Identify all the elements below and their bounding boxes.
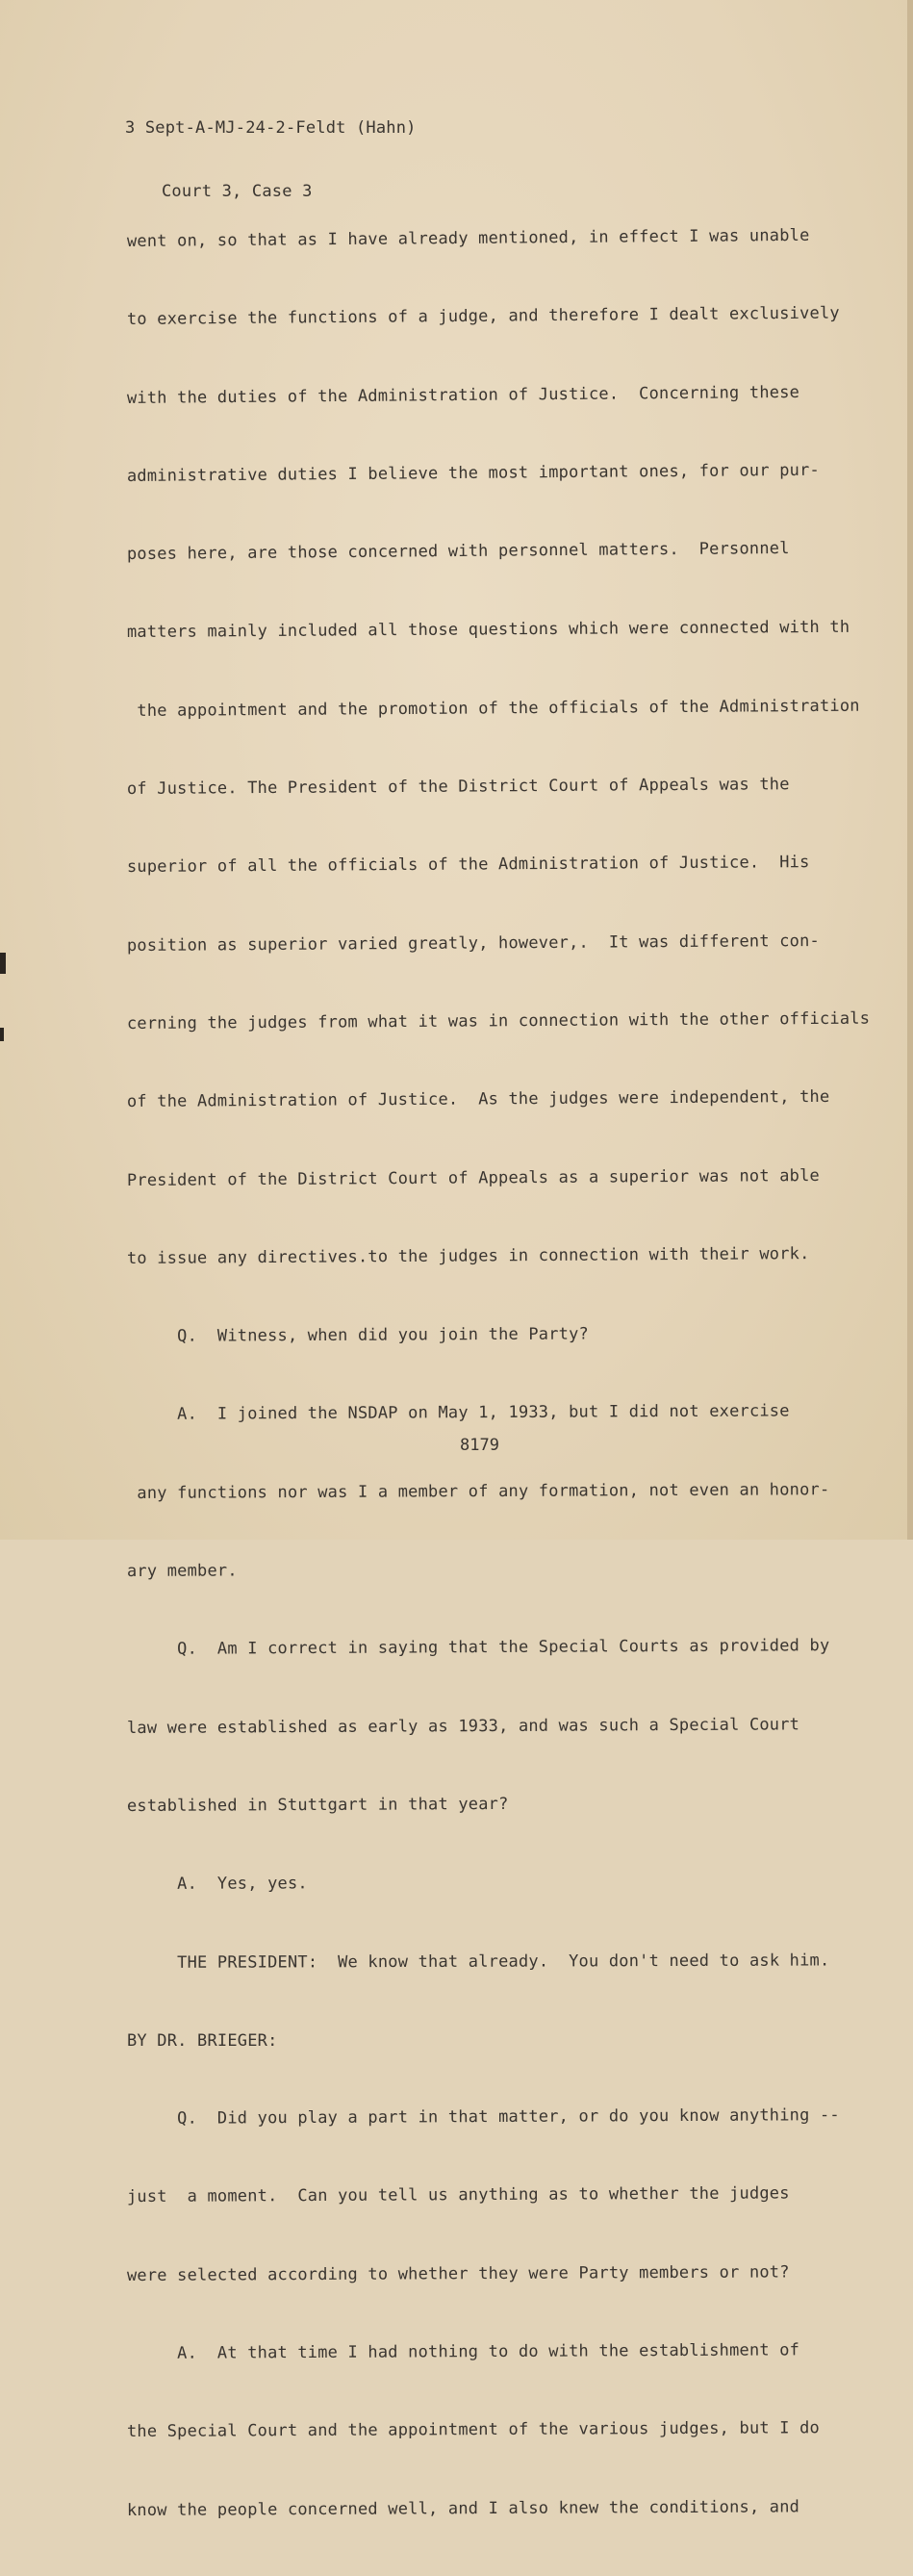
transcript-line: THE PRESIDENT: We know that already. You don't need to ask him.: [126, 1950, 830, 1973]
transcript-line: A. At that time I had nothing to do with the establishment of: [126, 2340, 800, 2364]
header-case-reference: 3 Sept-A-MJ-24-2-Feldt (Hahn): [125, 118, 417, 138]
transcript-line: A. Yes, yes.: [126, 1874, 308, 1895]
transcript-line: the appointment and the promotion of the officials of the Administration: [126, 696, 860, 721]
transcript-line: established in Stuttgart in that year?: [126, 1794, 509, 1816]
transcript-line: to issue any directives.to the judges in connection with their work.: [126, 1243, 810, 1268]
page-number: 8179: [460, 1436, 499, 1455]
transcript-line: ary member.: [126, 1561, 238, 1582]
transcript-line: to exercise the functions of a judge, and therefore I dealt exclusively: [126, 303, 840, 330]
transcript-line: Q. Witness, when did you join the Party?: [126, 1324, 590, 1347]
transcript-line: administrative duties I believe the most important ones, for our pur-: [126, 460, 821, 486]
transcript-line: were selected according to whether they were Party members or not?: [126, 2262, 790, 2285]
transcript-line: went on, so that as I have already mentioned, in effect I was unable: [126, 225, 810, 251]
transcript-line: any functions nor was I a member of any formation, not even an honor-: [126, 1479, 830, 1503]
left-edge-mark: [0, 1028, 4, 1041]
transcript-line: Q. Did you play a part in that matter, or do you know anything --: [126, 2105, 840, 2130]
transcript-line: poses here, are those concerned with personnel matters. Personnel: [126, 539, 790, 565]
transcript-line: law were established as early as 1933, and was such a Special Court: [126, 1714, 800, 1738]
transcript-line: Q. Am I correct in saying that the Special Courts as provided by: [126, 1636, 830, 1660]
transcript-line: just a moment. Can you tell us anything as to whether the judges: [126, 2183, 790, 2207]
transcript-line: matters mainly included all those questions which were connected with th: [126, 618, 850, 643]
transcript-line: superior of all the officials of the Administration of Justice. His: [126, 853, 810, 878]
transcript-line: of the Administration of Justice. As the judges were independent, the: [126, 1087, 830, 1112]
left-edge-mark: [0, 953, 6, 974]
transcript-body: [126, 191, 871, 2576]
transcript-line: with the duties of the Administration of Justice. Concerning these: [126, 382, 800, 408]
transcript-line: cerning the judges from what it was in connection with the other officials: [126, 1008, 871, 1033]
transcript-line: A. I joined the NSDAP on May 1, 1933, but I did not exercise: [126, 1401, 790, 1425]
transcript-line: the Special Court and the appointment of the various judges, but I do: [126, 2418, 821, 2442]
transcript-line: BY DR. BRIEGER:: [127, 2030, 278, 2051]
header-court-case: Court 3, Case 3: [162, 182, 313, 201]
transcript-line: President of the District Court of Appeals as a superior was not able: [126, 1165, 821, 1190]
transcript-line: know the people concerned well, and I also knew the conditions, and: [126, 2496, 800, 2520]
transcript-line: position as superior varied greatly, however,. It was different con-: [126, 931, 821, 956]
transcript-line: of Justice. The President of the District Court of Appeals was the: [126, 775, 790, 800]
